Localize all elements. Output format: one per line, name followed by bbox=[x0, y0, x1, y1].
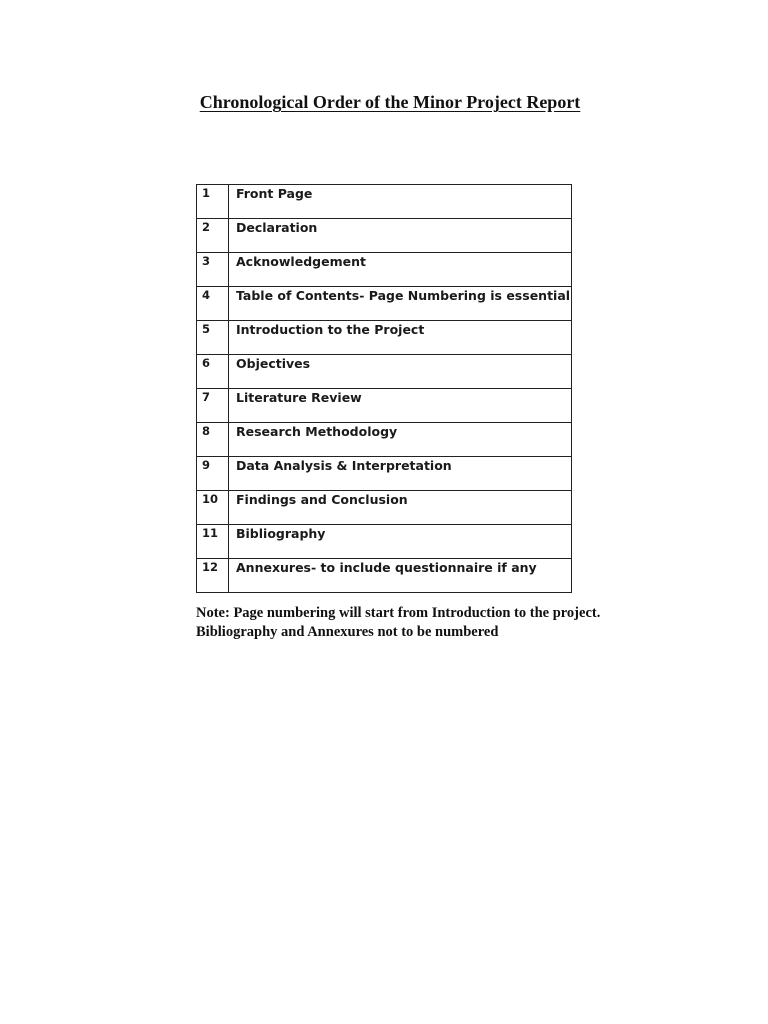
row-number: 2 bbox=[197, 219, 229, 253]
row-number: 11 bbox=[197, 525, 229, 559]
row-number: 6 bbox=[197, 355, 229, 389]
table-row bbox=[197, 287, 572, 321]
row-number: 8 bbox=[197, 423, 229, 457]
row-number: 10 bbox=[197, 491, 229, 525]
report-order-table bbox=[196, 184, 572, 593]
page-numbering-note bbox=[196, 604, 616, 641]
row-number: 4 bbox=[197, 287, 229, 321]
row-label: Literature Review bbox=[229, 389, 572, 423]
row-number: 1 bbox=[197, 185, 229, 219]
row-label: Findings and Conclusion bbox=[229, 491, 572, 525]
note-line: Bibliography and Annexures not to be numbered bbox=[196, 623, 499, 640]
table-row bbox=[197, 457, 572, 491]
row-label: Introduction to the Project bbox=[229, 321, 572, 355]
row-label: Bibliography bbox=[229, 525, 572, 559]
row-label: Acknowledgement bbox=[229, 253, 572, 287]
row-label: Annexures- to include questionnaire if any bbox=[229, 559, 572, 593]
row-label: Front Page bbox=[229, 185, 572, 219]
row-label: Research Methodology bbox=[229, 423, 572, 457]
row-label: Data Analysis & Interpretation bbox=[229, 457, 572, 491]
row-number: 7 bbox=[197, 389, 229, 423]
row-number: 5 bbox=[197, 321, 229, 355]
row-number: 3 bbox=[197, 253, 229, 287]
note-line: Note: Page numbering will start from Introduction to the project. bbox=[196, 605, 601, 621]
table-row bbox=[197, 355, 572, 389]
table-row bbox=[197, 321, 572, 355]
row-label: Objectives bbox=[229, 355, 572, 389]
table-row bbox=[197, 559, 572, 593]
row-label: Table of Contents- Page Numbering is essential bbox=[229, 287, 572, 321]
table-row bbox=[197, 185, 572, 219]
table-row bbox=[197, 389, 572, 423]
table-row bbox=[197, 491, 572, 525]
row-number: 9 bbox=[197, 457, 229, 491]
page-title: Chronological Order of the Minor Project Report bbox=[199, 92, 581, 112]
row-label: Declaration bbox=[229, 219, 572, 253]
table-row bbox=[197, 423, 572, 457]
table-row bbox=[197, 253, 572, 287]
table-row bbox=[197, 219, 572, 253]
row-number: 12 bbox=[197, 559, 229, 593]
table-row bbox=[197, 525, 572, 559]
